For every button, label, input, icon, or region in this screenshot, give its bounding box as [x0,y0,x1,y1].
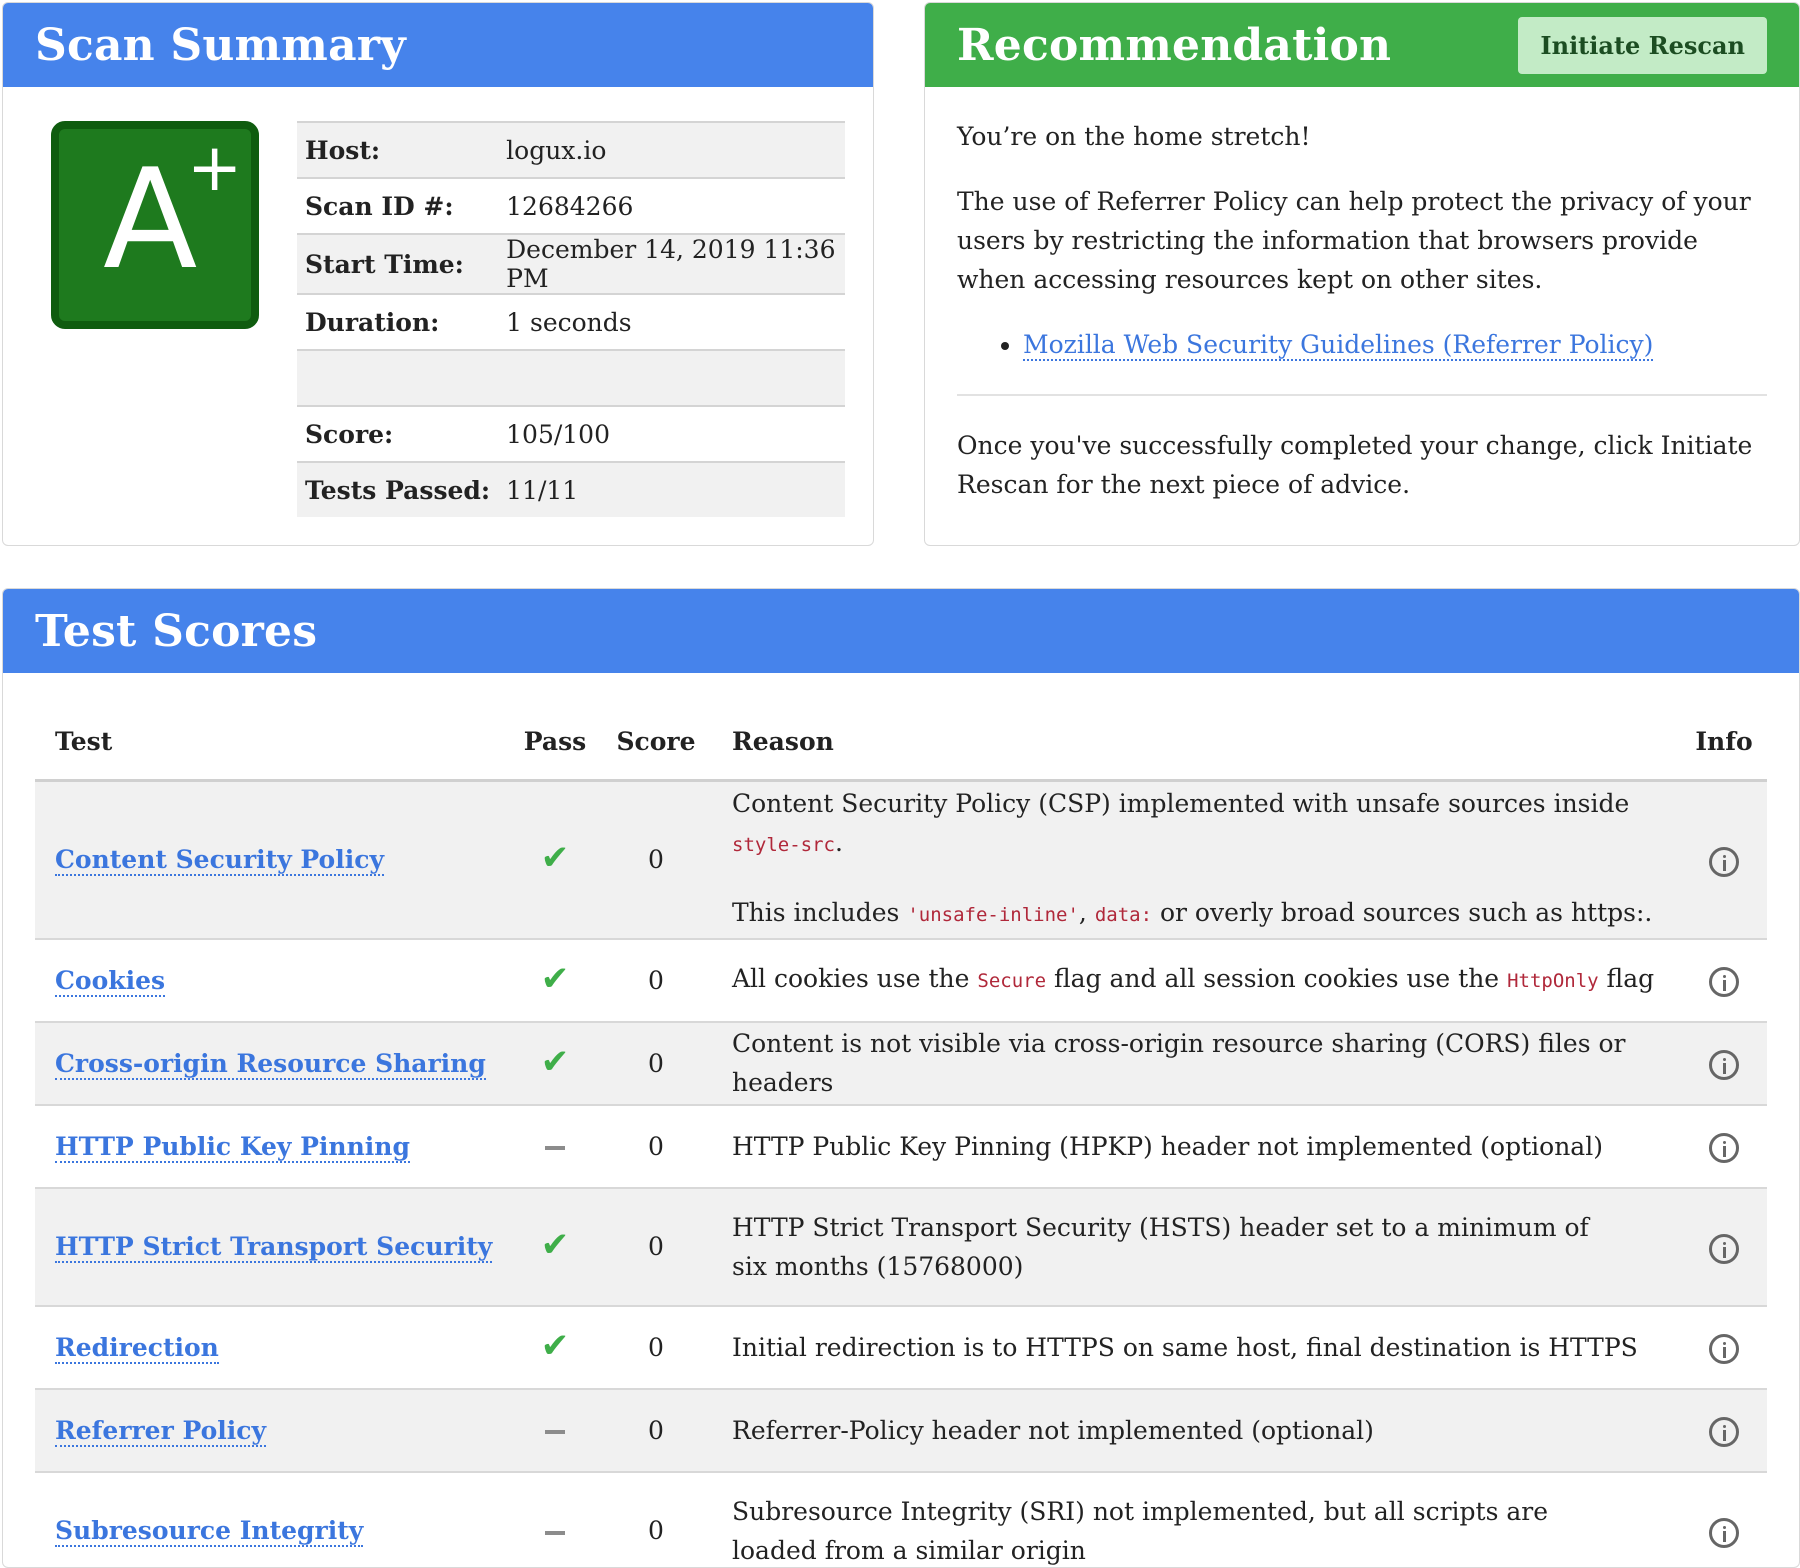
table-row [35,1306,1767,1389]
scan-summary-card [2,2,874,546]
summary-row-duration [297,294,845,350]
table-row [35,1389,1767,1472]
test-link-hsts[interactable]: HTTP Strict Transport Security [55,1232,492,1263]
reason-text: flag [1599,964,1655,993]
checkmark-icon: ✔ [541,1326,570,1366]
table-row [35,1105,1767,1188]
pass-cell [508,1389,602,1472]
summary-value: December 14, 2019 11:36 PM [498,234,845,294]
checkmark-icon: ✔ [541,838,570,878]
pass-cell [508,1105,602,1188]
column-header-test: Test [35,703,508,781]
summary-label: Start Time: [297,234,498,294]
test-link-cookies[interactable]: Cookies [55,966,165,997]
table-header-row [35,703,1767,781]
summary-label: Scan ID #: [297,178,498,234]
summary-label: Host: [297,122,498,178]
info-cell [1681,1022,1767,1105]
checkmark-icon: ✔ [541,959,570,999]
divider [957,394,1767,396]
reason-text: This includes [732,898,907,927]
score-cell: 0 [602,781,710,939]
test-link-referrer-policy[interactable]: Referrer Policy [55,1416,266,1447]
grade-modifier: + [187,135,242,201]
info-circle-icon[interactable] [1709,967,1739,997]
initiate-rescan-button[interactable]: Initiate Rescan [1518,17,1767,74]
info-circle-icon[interactable] [1709,1050,1739,1080]
summary-value: 11/11 [498,462,845,517]
recommendation-header [925,3,1799,87]
reason-cell: Initial redirection is to HTTPS on same host, final destination is HTTPS [710,1306,1681,1389]
summary-row-start-time [297,234,845,294]
reason-text: , [1079,898,1095,927]
recommendation-card [924,2,1800,546]
reason-cell [710,939,1681,1022]
info-cell [1681,1105,1767,1188]
info-circle-icon[interactable] [1709,1518,1739,1548]
pass-cell [508,939,602,1022]
summary-value [498,350,845,406]
reason-cell: HTTP Public Key Pinning (HPKP) header not implemented (optional) [710,1105,1681,1188]
column-header-score: Score [602,703,710,781]
info-circle-icon[interactable] [1709,1417,1739,1447]
summary-row-spacer [297,350,845,406]
score-cell: 0 [602,1022,710,1105]
scan-summary-header [3,3,873,87]
summary-value: logux.io [498,122,845,178]
grade-badge [51,121,259,329]
dash-icon [545,1531,565,1535]
table-row [35,1472,1767,1568]
summary-row-host [297,122,845,178]
recommendation-footer: Once you've successfully completed your change, click Initiate Rescan for the next piece of advice. [957,426,1767,504]
reason-text: . [835,828,843,857]
summary-label: Tests Passed: [297,462,498,517]
test-name-cell [35,1306,508,1389]
info-cell [1681,1389,1767,1472]
reason-cell: Content is not visible via cross-origin resource sharing (CORS) files or headers [710,1022,1681,1105]
score-cell: 0 [602,1306,710,1389]
guidelines-link[interactable]: Mozilla Web Security Guidelines (Referrer Policy) [1023,330,1653,361]
test-link-sri[interactable]: Subresource Integrity [55,1516,363,1547]
summary-label: Duration: [297,294,498,350]
pass-cell [508,1022,602,1105]
reason-line [732,893,1673,935]
dash-icon [545,1146,565,1150]
info-cell [1681,1188,1767,1306]
reason-line [732,784,1673,865]
test-link-redirection[interactable]: Redirection [55,1333,219,1364]
reason-cell: HTTP Strict Transport Security (HSTS) header set to a minimum of six months (15768000) [710,1188,1681,1306]
reason-code: HttpOnly [1507,970,1599,992]
table-row [35,1188,1767,1306]
score-cell: 0 [602,939,710,1022]
list-item [1023,325,1767,364]
test-name-cell [35,1105,508,1188]
checkmark-icon: ✔ [541,1225,570,1265]
info-circle-icon[interactable] [1709,1234,1739,1264]
summary-value: 105/100 [498,406,845,462]
test-name-cell [35,939,508,1022]
test-scores-table [35,703,1767,1568]
recommendation-text: The use of Referrer Policy can help protect the privacy of your users by restricting the information that browsers provide when accessing resources kept on other sites. [957,182,1767,299]
recommendation-body [925,87,1799,504]
reason-code: Secure [977,970,1046,992]
test-link-cors[interactable]: Cross-origin Resource Sharing [55,1049,486,1080]
info-cell [1681,1306,1767,1389]
recommendation-title: Recommendation [957,20,1391,71]
pass-cell [508,1472,602,1568]
summary-row-scan-id [297,178,845,234]
reason-text: flag and all session cookies use the [1046,964,1507,993]
reason-code: 'unsafe-inline' [907,904,1079,926]
pass-cell [508,1188,602,1306]
reason-cell: Referrer-Policy header not implemented (optional) [710,1389,1681,1472]
info-cell [1681,1472,1767,1568]
test-scores-card [2,588,1800,1568]
test-name-cell [35,1389,508,1472]
reason-cell: Subresource Integrity (SRI) not implemented, but all scripts are loaded from a similar origin [710,1472,1681,1568]
checkmark-icon: ✔ [541,1042,570,1082]
info-circle-icon[interactable] [1709,1133,1739,1163]
column-header-pass: Pass [508,703,602,781]
scan-summary-title: Scan Summary [35,20,406,71]
summary-value: 1 seconds [498,294,845,350]
info-circle-icon[interactable] [1709,1334,1739,1364]
grade-letter: A [103,151,197,289]
test-link-hpkp[interactable]: HTTP Public Key Pinning [55,1132,410,1163]
score-cell: 0 [602,1188,710,1306]
column-header-info: Info [1681,703,1767,781]
pass-cell [508,1306,602,1389]
summary-table [297,121,845,517]
reason-code: data: [1095,904,1152,926]
reason-cell [710,781,1681,939]
summary-row-score [297,406,845,462]
summary-label [297,350,498,406]
dash-icon [545,1430,565,1434]
test-link-csp[interactable]: Content Security Policy [55,845,384,876]
table-row [35,939,1767,1022]
reason-text: All cookies use the [732,964,977,993]
summary-value: 12684266 [498,178,845,234]
test-name-cell [35,1022,508,1105]
score-cell: 0 [602,1105,710,1188]
pass-cell [508,781,602,939]
score-cell: 0 [602,1472,710,1568]
reason-text: Content Security Policy (CSP) implemented with unsafe sources inside [732,789,1629,818]
table-row [35,1022,1767,1105]
test-name-cell [35,1188,508,1306]
recommendation-links [957,325,1767,364]
reason-code: style-src [732,834,835,856]
summary-label: Score: [297,406,498,462]
test-scores-title: Test Scores [35,606,317,657]
recommendation-intro: You’re on the home stretch! [957,117,1767,156]
summary-row-tests-passed [297,462,845,517]
info-cell [1681,939,1767,1022]
info-circle-icon[interactable] [1709,847,1739,877]
reason-text: or overly broad sources such as https:. [1152,898,1652,927]
test-scores-header [3,589,1799,673]
test-name-cell [35,781,508,939]
score-cell: 0 [602,1389,710,1472]
info-cell [1681,781,1767,939]
test-name-cell [35,1472,508,1568]
column-header-reason: Reason [710,703,1681,781]
table-row [35,781,1767,939]
